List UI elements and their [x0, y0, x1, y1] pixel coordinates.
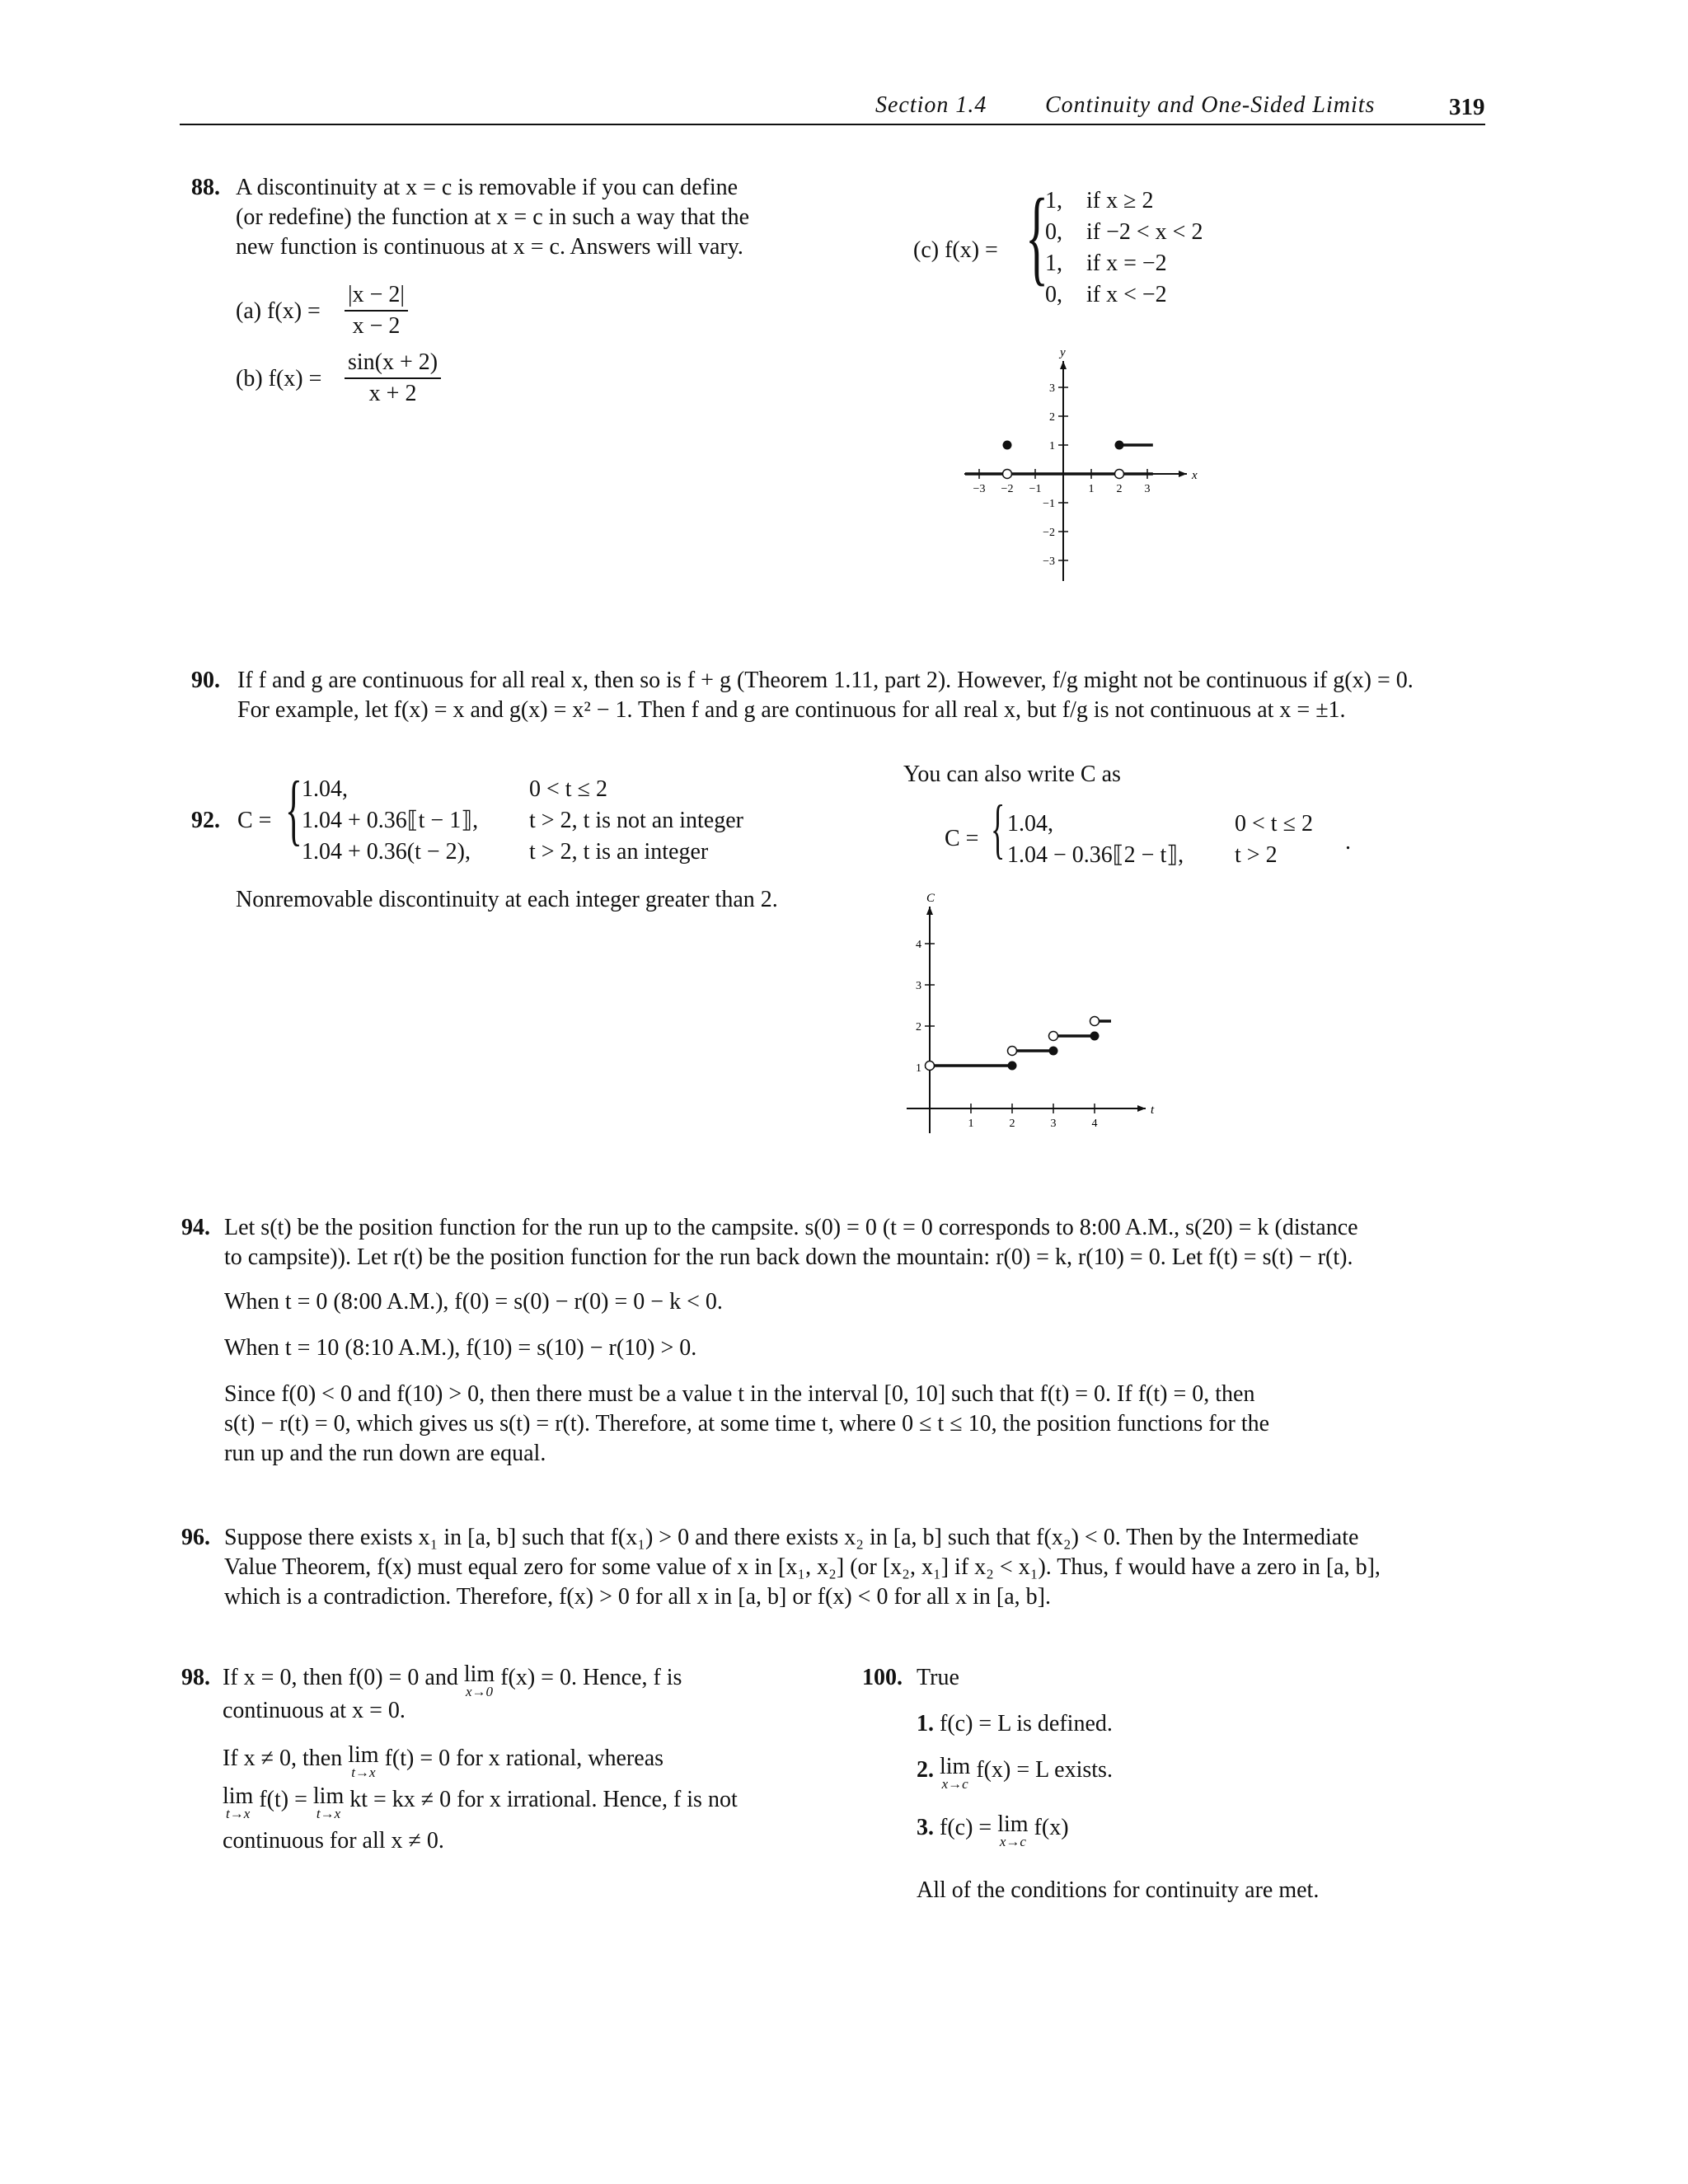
p88-c-case-cond: if −2 < x < 2 — [1086, 219, 1203, 245]
y-axis-label: y — [1060, 346, 1066, 359]
p98-line1a: If x = 0, then f(0) = 0 and — [223, 1665, 458, 1690]
p96-line3: which is a contradiction. Therefore, f(x) > 0 for all x in [a, b] or f(x) < 0 for all x in [a, b]. — [224, 1584, 1051, 1610]
p92-case-val: 1.04 + 0.36⟦t − 1⟧, — [302, 808, 479, 833]
p92-alt-case-cond: t > 2 — [1235, 842, 1278, 868]
problem-98-number: 98. — [181, 1665, 210, 1690]
p92-alt-case-val: 1.04 − 0.36⟦2 − t⟧, — [1007, 842, 1184, 868]
cond-number: 3. — [917, 1815, 934, 1840]
p88-line2: (or redefine) the function at x = c in such a way that the — [236, 204, 749, 230]
p88-a-fraction — [345, 280, 408, 341]
open-point — [1115, 470, 1124, 479]
y-tick-label: 2 — [916, 1021, 921, 1033]
limit-x-to-c — [997, 1813, 1028, 1848]
limit-t-to-x — [348, 1744, 378, 1779]
p88-b-label: (b) f(x) = — [236, 366, 322, 391]
lim-text: lim — [312, 1783, 345, 1809]
x-tick-label: 3 — [1144, 483, 1151, 495]
y-tick-label: 2 — [1049, 411, 1055, 424]
y-tick-label: 4 — [916, 939, 921, 951]
p92-case-cond: t > 2, t is an integer — [529, 839, 709, 865]
x-axis-arrow — [1179, 471, 1187, 477]
p100-cond3 — [917, 1813, 1069, 1848]
p92-case-val: 1.04, — [302, 776, 348, 802]
p92-c-label: C = — [237, 808, 272, 833]
closed-point — [1115, 441, 1124, 450]
limit-t-to-x — [313, 1785, 344, 1820]
p94-line5: Since f(0) < 0 and f(10) > 0, then there must be a value t in the interval [0, 10] such that f(t) = 0. If f(t) = 0, then — [224, 1381, 1255, 1407]
y-tick-label: 1 — [1049, 440, 1055, 452]
section-label: Section 1.4 — [875, 92, 987, 118]
p88-a-numerator: |x − 2| — [345, 280, 408, 312]
p88-c-label: (c) f(x) = — [913, 237, 998, 263]
lim-subscript: x→0 — [465, 1684, 494, 1699]
p88-c-case-val: 1, — [1045, 251, 1062, 276]
p94-line6: s(t) − r(t) = 0, which gives us s(t) = r(t). Therefore, at some time t, where 0 ≤ t ≤ 10, the position functions for the — [224, 1411, 1270, 1436]
closed-point — [1008, 1062, 1017, 1071]
p92-note: Nonremovable discontinuity at each integer greater than 2. — [236, 887, 778, 912]
p88-b-fraction — [345, 348, 441, 409]
p94-line1: Let s(t) be the position function for the run up to the campsite. s(0) = 0 (t = 0 corresponds to 8:00 A.M., s(20) = k (distance — [224, 1215, 1358, 1240]
x-tick-label: 2 — [1009, 1118, 1015, 1130]
p88-line1: A discontinuity at x = c is removable if you can define — [236, 175, 738, 200]
p88-b-denominator: x + 2 — [368, 381, 417, 406]
closed-point — [1090, 1032, 1100, 1041]
p88-a-label: (a) f(x) = — [236, 298, 321, 324]
x-tick-label: −1 — [1029, 483, 1042, 495]
p98-line4b: kt = kx ≠ 0 for x irrational. Hence, f is not — [349, 1787, 738, 1812]
lim-subscript: x→c — [941, 1776, 968, 1792]
problem-94-number: 94. — [181, 1215, 210, 1240]
p96-line1: Suppose there exists x₁ in [a, b] such that f(x₁) > 0 and there exists x₂ in [a, b] such that f(x₂) < 0. Then by the Intermediate — [224, 1525, 1359, 1550]
p98-line2: continuous at x = 0. — [223, 1698, 406, 1723]
cond-text: f(x) = L exists. — [976, 1757, 1113, 1783]
problem-92-number: 92. — [191, 808, 220, 833]
open-point — [1049, 1032, 1058, 1041]
lim-subscript: t→x — [351, 1765, 376, 1780]
p92-case-val: 1.04 + 0.36(t − 2), — [302, 839, 471, 865]
x-tick-label: 2 — [1116, 483, 1123, 495]
p92-brace: { — [285, 765, 302, 853]
p92-also: You can also write C as — [903, 762, 1121, 787]
y-tick-label: 3 — [1049, 382, 1055, 395]
x-tick-label: −3 — [973, 483, 986, 495]
p100-answer: True — [917, 1665, 959, 1690]
y-tick-label: −3 — [1043, 555, 1055, 568]
limit-x-to-0 — [464, 1663, 495, 1698]
x-axis-label: t — [1151, 1104, 1155, 1117]
lim-text: lim — [348, 1742, 379, 1768]
lim-text: lim — [223, 1783, 254, 1809]
problem-96-number: 96. — [181, 1525, 210, 1550]
p88-c-case-cond: if x = −2 — [1086, 251, 1167, 276]
p98-line1 — [223, 1663, 682, 1698]
p88-b-numerator: sin(x + 2) — [345, 348, 441, 379]
page-number: 319 — [1449, 94, 1485, 120]
p88-c-case-cond: if x < −2 — [1086, 282, 1167, 307]
x-axis-label: x — [1192, 469, 1198, 482]
p88-c-case-val: 1, — [1045, 188, 1062, 213]
y-axis-arrow — [1060, 361, 1067, 369]
lim-subscript: t→x — [316, 1806, 341, 1821]
p88-line3: new function is continuous at x = c. Answers will vary. — [236, 234, 743, 260]
p96-line2: Value Theorem, f(x) must equal zero for some value of x in [x₁, x₂] (or [x₂, x₁] if x₂ < x₁). Thus, f would have a zero in [a, b], — [224, 1554, 1381, 1580]
cond-text: f(c) = — [940, 1815, 992, 1840]
p88-c-case-cond: if x ≥ 2 — [1086, 188, 1154, 213]
x-tick-label: 4 — [1091, 1118, 1098, 1130]
open-point — [1003, 470, 1012, 479]
p94-line3: When t = 0 (8:00 A.M.), f(0) = s(0) − r(0) = 0 − k < 0. — [224, 1289, 723, 1315]
section-title: Continuity and One-Sided Limits — [1045, 92, 1376, 118]
p92-alt-case-cond: 0 < t ≤ 2 — [1235, 811, 1313, 837]
p88-c-case-val: 0, — [1045, 219, 1062, 245]
problem-90-number: 90. — [191, 668, 220, 693]
cond-number: 1. — [917, 1711, 934, 1736]
p98-line5: continuous for all x ≠ 0. — [223, 1828, 444, 1854]
lim-text: lim — [463, 1661, 495, 1687]
x-axis-arrow — [1137, 1105, 1146, 1112]
p92-case-cond: 0 < t ≤ 2 — [529, 776, 607, 802]
p90-line1: If f and g are continuous for all real x, then so is f + g (Theorem 1.11, part 2). However, f/g might not be continuous if g(x) = 0. — [237, 668, 1414, 693]
p88-a-denominator: x − 2 — [352, 313, 401, 339]
open-point — [1008, 1047, 1017, 1056]
lim-text: lim — [940, 1754, 971, 1779]
p92-alt-brace: { — [991, 793, 1006, 865]
limit-x-to-c — [940, 1755, 970, 1790]
closed-point — [1003, 441, 1012, 450]
p98-line1b: f(x) = 0. Hence, f is — [500, 1665, 682, 1690]
lim-subscript: t→x — [226, 1806, 251, 1821]
p92-alt-case-val: 1.04, — [1007, 811, 1053, 837]
x-tick-label: −2 — [1001, 483, 1014, 495]
problem-88-number: 88. — [191, 175, 220, 200]
open-point — [1090, 1017, 1100, 1026]
p94-line4: When t = 10 (8:10 A.M.), f(10) = s(10) − r(10) > 0. — [224, 1335, 697, 1361]
p100-cond2 — [917, 1755, 1113, 1790]
cond-text: f(x) — [1034, 1815, 1069, 1840]
open-point — [926, 1062, 935, 1071]
y-tick-label: −2 — [1043, 527, 1055, 539]
problem-100-number: 100. — [862, 1665, 903, 1690]
p92-case-cond: t > 2, t is not an integer — [529, 808, 743, 833]
closed-point — [1049, 1047, 1058, 1056]
graph-88c — [948, 346, 1220, 585]
p88-c-brace: { — [1025, 177, 1049, 296]
p100-cond1 — [917, 1709, 1113, 1739]
p92-alt-period: . — [1345, 829, 1351, 855]
y-axis-label: C — [926, 892, 935, 905]
y-tick-label: −1 — [1043, 498, 1055, 510]
p100-conclusion: All of the conditions for continuity are met. — [917, 1877, 1320, 1903]
y-tick-label: 1 — [916, 1062, 921, 1075]
graph-92 — [898, 890, 1162, 1137]
p88-c-case-val: 0, — [1045, 282, 1062, 307]
p98-line3a: If x ≠ 0, then — [223, 1746, 343, 1771]
p92-alt-label: C = — [945, 826, 979, 851]
p98-line4a: f(t) = — [259, 1787, 307, 1812]
lim-text: lim — [997, 1811, 1029, 1837]
x-tick-label: 1 — [968, 1118, 974, 1130]
x-tick-label: 1 — [1088, 483, 1095, 495]
p94-line7: run up and the run down are equal. — [224, 1441, 546, 1466]
p98-line4 — [223, 1785, 738, 1820]
y-tick-label: 3 — [916, 980, 921, 992]
p98-line3 — [223, 1744, 663, 1779]
limit-t-to-x — [223, 1785, 253, 1820]
cond-number: 2. — [917, 1757, 934, 1783]
lim-subscript: x→c — [999, 1834, 1026, 1849]
p90-line2: For example, let f(x) = x and g(x) = x² − 1. Then f and g are continuous for all real x, but f/g is not continuous at x = ±1. — [237, 697, 1346, 723]
x-tick-label: 3 — [1050, 1118, 1057, 1130]
y-axis-arrow — [926, 907, 933, 915]
cond-text: f(c) = L is defined. — [940, 1711, 1113, 1736]
header-rule — [180, 124, 1485, 125]
p98-line3b: f(t) = 0 for x rational, whereas — [384, 1746, 664, 1771]
p94-line2: to campsite)). Let r(t) be the position function for the run back down the mountain: r(0) = k, r(10) = 0. Let f(t) = s(t) − r(t). — [224, 1244, 1353, 1270]
